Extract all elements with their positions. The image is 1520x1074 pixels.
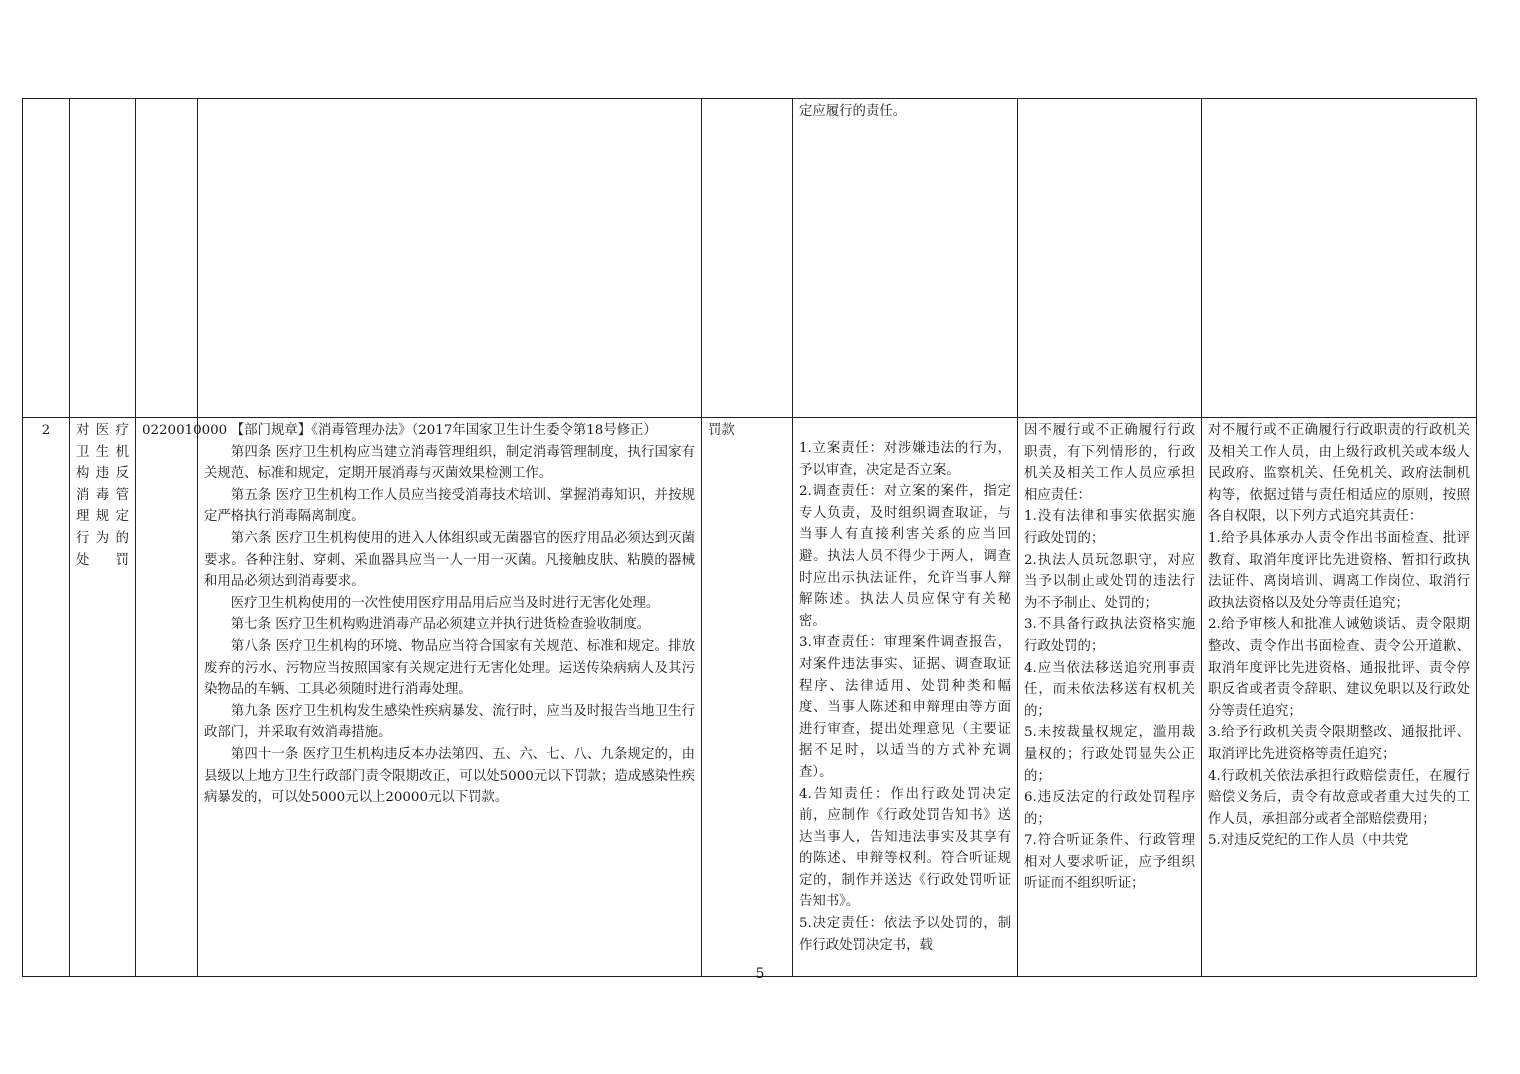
item-duty-cell: [793, 418, 1018, 977]
item-duty-text: 1.立案责任：对涉嫌违法的行为，予以审查，决定是否立案。 2.调查责任：对立案的案件，指定专人负责，及时组织调查取证，与当事人有直接利害关系的应当回避。执法人员不得少于两人，调查时应出示执法证件，允许当事人辩解陈述。执法人员应保守有关秘密。 3.审查责任：审理案件调查报告，对案件违法事实、证据、调查取证程序、法律适用、处罚种类和幅度、当事人陈述和申辩理由等方面进行审查，提出处理意见（主要证据不足时，以适当的方式补充调查）。 4.告知责任：作出行政处罚决定前，应制作《行政处罚告知书》送达当事人，告知违法事实及其享有的陈述、申辩等权利。符合听证规定的，制作并送达《行政处罚听证告知书》。 5.决定责任：依法予以处罚的，制作行政处罚决定书，载: [799, 441, 1011, 953]
basis-paragraph: 医疗卫生机构使用的一次性使用医疗用品用后应当及时进行无害化处理。: [230, 595, 660, 611]
basis-paragraph: 第五条 医疗卫生机构工作人员应当接受消毒技术培训、掌握消毒知识，并按规定严格执行消毒隔离制度。: [204, 487, 695, 525]
table-row-continued: [23, 99, 1477, 418]
page-number: 5: [755, 966, 765, 982]
basis-paragraph: 第七条 医疗卫生机构购进消毒产品必须建立并执行进货检查验收制度。: [230, 617, 651, 633]
item-code: 0220010000: [136, 418, 198, 977]
cell-pursuit-empty: [1202, 99, 1477, 418]
cell-name-empty: [70, 99, 136, 418]
item-name: 对医疗卫生机构违反消毒管理规定行为的处罚: [70, 418, 136, 977]
basis-paragraph: 第八条 医疗卫生机构的环境、物品应当符合国家有关规范、标准和规定。排放废弃的污水、污物应当按照国家有关规定进行无害化处理。运送传染病病人及其污染物品的车辆、工具必须随时进行消毒处理。: [204, 638, 695, 698]
cell-type-empty: [702, 99, 793, 418]
item-penalty-type: 罚款: [702, 418, 793, 977]
item-pursuit-cell: [1202, 418, 1477, 977]
basis-paragraph: 第九条 医疗卫生机构发生感染性疾病暴发、流行时，应当及时报告当地卫生行政部门，并采取有效消毒措施。: [204, 703, 695, 741]
basis-paragraph: 第四十一条 医疗卫生机构违反本办法第四、五、六、七、八、九条规定的，由县级以上地方卫生行政部门责令限期改正，可以处5000元以下罚款；造成感染性疾病暴发的，可以处5000元以上20000元以下罚款。: [204, 746, 695, 806]
cell-accountability-empty: [1018, 99, 1202, 418]
duty-continued-text: 定应履行的责任。: [799, 104, 907, 119]
basis-paragraph: 【部门规章】《消毒管理办法》（2017年国家卫生计生委令第18号修正）: [230, 423, 657, 438]
cell-basis-empty: [198, 99, 702, 418]
basis-paragraph: 第六条 医疗卫生机构使用的进入人体组织或无菌器官的医疗用品必须达到灭菌要求。各种注射、穿刺、采血器具应当一人一用一灭菌。凡接触皮肤、粘膜的器械和用品必须达到消毒要求。: [204, 530, 695, 590]
item-accountability-text: 因不履行或不正确履行行政职责，有下列情形的，行政机关及相关工作人员应承担相应责任： 1.没有法律和事实依据实施行政处罚的； 2.执法人员玩忽职守，对应当予以制止或处罚的违法行为不予制止、处罚的； 3.不具备行政执法资格实施行政处罚的； 4.应当依法移送追究刑事责任，而未依法移送有权机关的； 5.未按裁量权规定，滥用裁量权的；行政处罚显失公正的； 6.违反法定的行政处罚程序的； 7.符合听证条件、行政管理相对人要求听证，应予组织听证而不组织听证；: [1024, 423, 1195, 892]
item-accountability-cell: [1018, 418, 1202, 977]
cell-no-empty: [23, 99, 70, 418]
item-pursuit-text: 对不履行或不正确履行行政职责的行政机关及相关工作人员，由上级行政机关或本级人民政府、监察机关、任免机关、政府法制机构等，依据过错与责任相适应的原则，按照各自权限，以下列方式追究其责任： 1.给予具体承办人责令作出书面检查、批评教育、取消年度评比先进资格、暂扣行政执法证件、离岗培训、调离工作岗位、取消行政执法资格以及处分等责任追究； 2.给予审核人和批准人诫勉谈话、责令限期整改、责令作出书面检查、责令公开道歉、取消年度评比先进资格、通报批评、责令停职反省或者责令辞职、建议免职以及行政处分等责任追究； 3.给予行政机关责令限期整改、通报批评、取消评比先进资格等责任追究； 4.行政机关依法承担行政赔偿责任，在履行赔偿义务后，责令有故意或者重大过失的工作人员，承担部分或者全部赔偿费用； 5.对违反党纪的工作人员（中共党: [1208, 423, 1470, 849]
item-legal-basis: [198, 418, 702, 977]
item-number: 2: [23, 418, 70, 977]
basis-paragraph: 第四条 医疗卫生机构应当建立消毒管理组织，制定消毒管理制度，执行国家有关规范、标准和规定，定期开展消毒与灭菌效果检测工作。: [204, 444, 695, 482]
document-table: [22, 98, 1477, 977]
cell-duty-continued: [793, 99, 1018, 418]
table-row-item-2: [23, 418, 1477, 977]
cell-code-empty: [136, 99, 198, 418]
